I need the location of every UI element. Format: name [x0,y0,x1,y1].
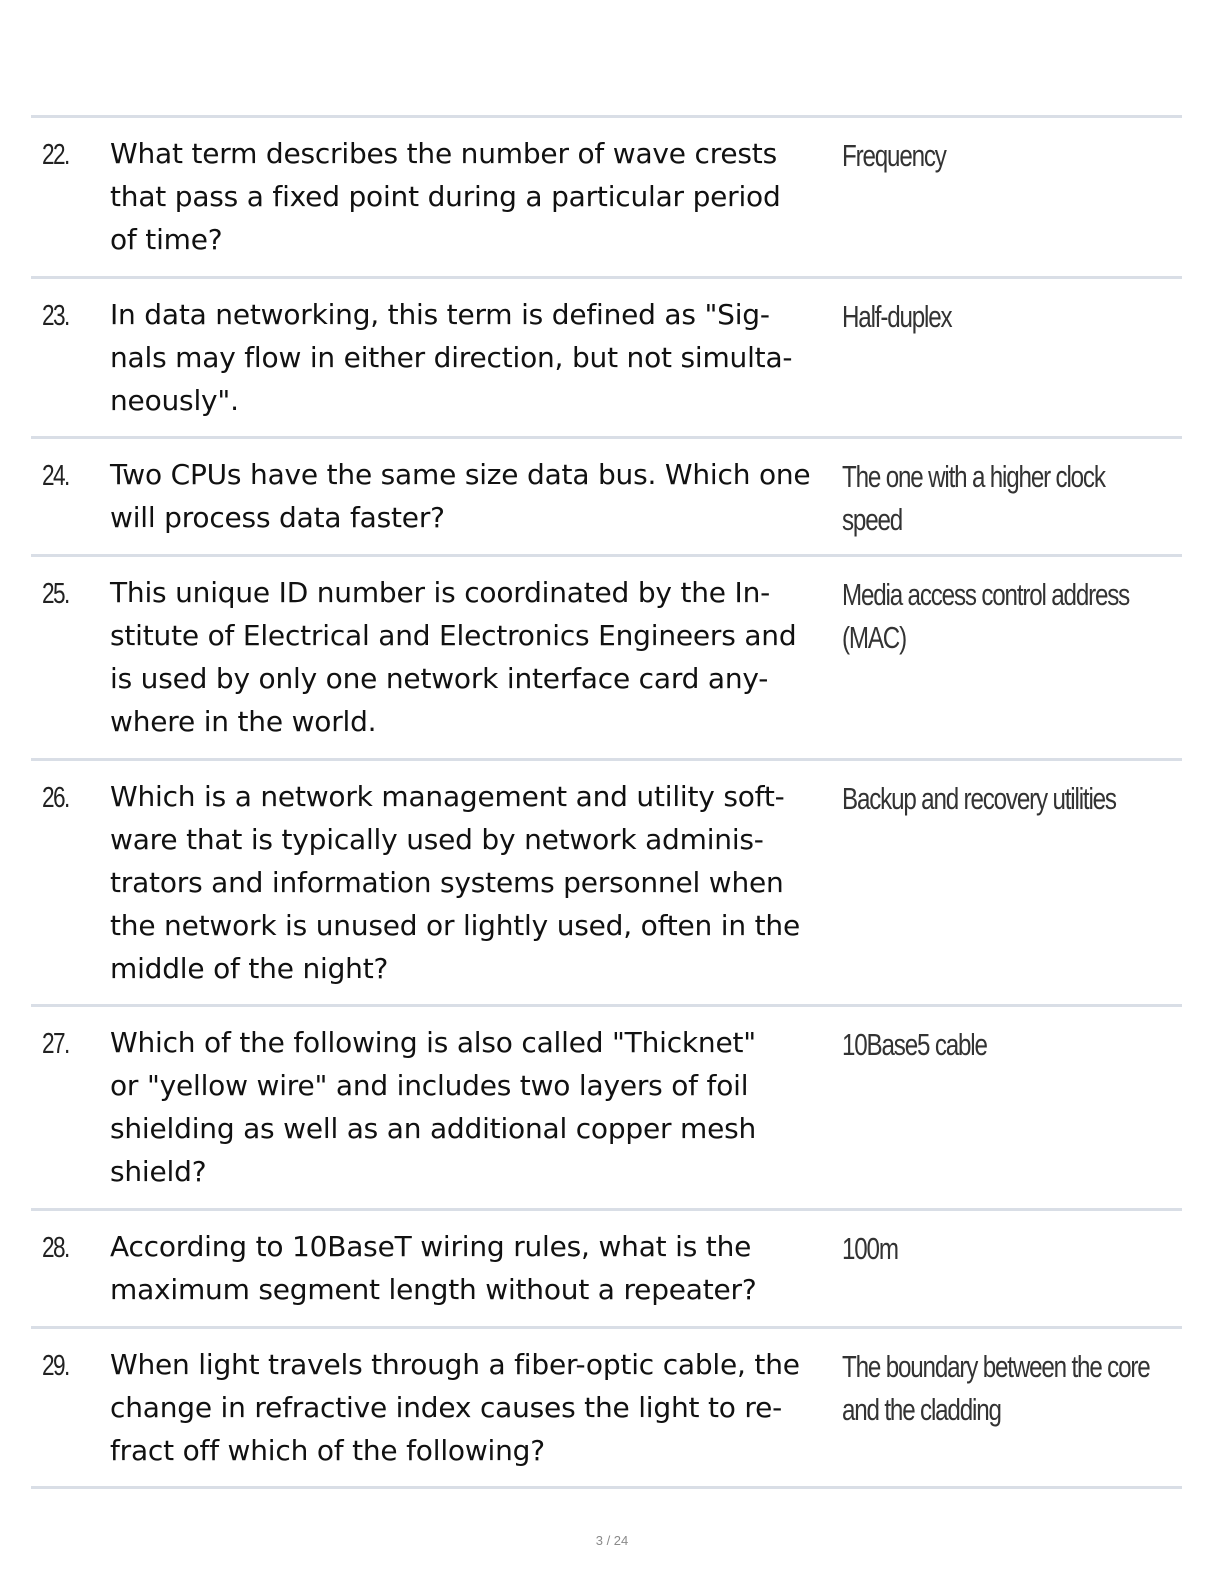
question-number: 24. [42,460,69,492]
question-text [110,571,845,743]
question-line: will process data faster? [110,501,445,534]
question-number: 26. [42,782,69,814]
question-line: fract off which of the following? [110,1434,545,1467]
answer-line: The boundary between the core [842,1349,1150,1384]
question-line: What term describes the number of wave crests [110,137,777,170]
question-line: maximum segment length without a repeater? [110,1273,757,1306]
qa-list [31,115,1182,1489]
question-line: In data networking, this term is defined as "Sig- [110,298,770,331]
question-line: trators and information systems personnel when [110,866,784,899]
question-line: middle of the night? [110,952,389,985]
question-text [110,293,845,422]
answer-text [842,777,1154,820]
answer-text [842,573,1154,659]
answer-text [842,1345,1154,1431]
question-line: nals may flow in either direction, but not simulta- [110,341,793,374]
question-line: shield? [110,1155,207,1188]
qa-item [31,436,1182,554]
question-text [110,132,845,261]
answer-line: 10Base5 cable [842,1027,987,1062]
question-line: is used by only one network interface card any- [110,662,769,695]
question-line: stitute of Electrical and Electronics Engineers and [110,619,797,652]
question-line: shielding as well as an additional copper mesh [110,1112,757,1145]
question-text [110,775,845,990]
answer-line: Half-duplex [842,299,952,334]
question-number: 22. [42,139,69,171]
question-line: neously". [110,384,239,417]
answer-text [842,134,1154,177]
question-line: of time? [110,223,223,256]
question-text [110,453,845,539]
question-line: ware that is typically used by network adminis- [110,823,764,856]
answer-line: speed [842,502,903,537]
qa-item [31,1004,1182,1208]
question-line: the network is unused or lightly used, often in the [110,909,800,942]
answer-line: The one with a higher clock [842,459,1105,494]
answer-text [842,295,1154,338]
qa-item [31,554,1182,758]
question-number: 23. [42,300,69,332]
answer-line: 100m [842,1231,898,1266]
question-number: 27. [42,1028,69,1060]
qa-item [31,276,1182,436]
answer-line: (MAC) [842,620,906,655]
question-line: or "yellow wire" and includes two layers of foil [110,1069,749,1102]
question-line: When light travels through a fiber-optic cable, the [110,1348,800,1381]
question-line: Which of the following is also called "Thicknet" [110,1026,756,1059]
question-line: According to 10BaseT wiring rules, what is the [110,1230,752,1263]
question-text [110,1225,845,1311]
question-line: where in the world. [110,705,377,738]
answer-line: Media access control address [842,577,1130,612]
question-line: Which is a network management and utility soft- [110,780,785,813]
qa-item [31,1208,1182,1326]
question-line: change in refractive index causes the light to re- [110,1391,783,1424]
question-number: 28. [42,1232,69,1264]
answer-text [842,1023,1154,1066]
answer-text [842,1227,1154,1270]
question-text [110,1343,845,1472]
answer-text [842,455,1154,541]
answer-line: and the cladding [842,1392,1001,1427]
question-text [110,1021,845,1193]
question-number: 25. [42,578,69,610]
qa-item [31,1326,1182,1489]
qa-item [31,758,1182,1004]
qa-item [31,115,1182,276]
question-line: This unique ID number is coordinated by the In- [110,576,771,609]
question-line: Two CPUs have the same size data bus. Which one [110,458,811,491]
answer-line: Backup and recovery utilities [842,781,1116,816]
page-indicator: 3 / 24 [595,1533,629,1548]
question-number: 29. [42,1350,69,1382]
answer-line: Frequency [842,138,946,173]
question-line: that pass a fixed point during a particular period [110,180,781,213]
